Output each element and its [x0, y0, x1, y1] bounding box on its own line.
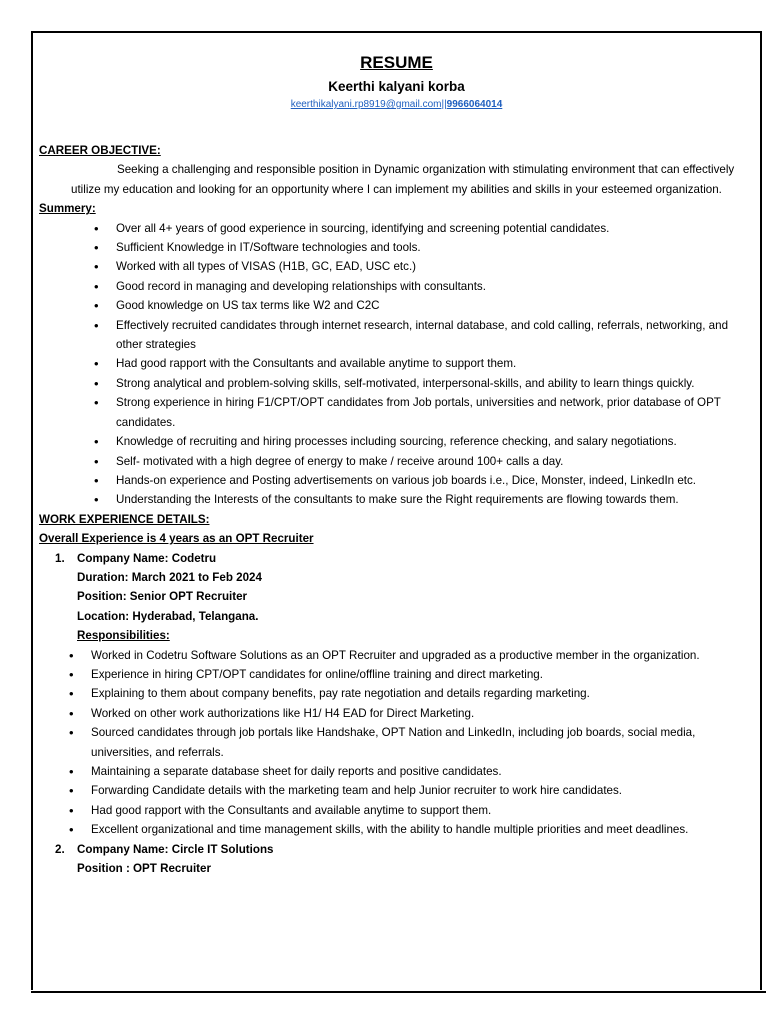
list-item: • Worked in Codetru Software Solutions as an OPT Recruiter and upgraded as a productive member in the organization.: [91, 646, 752, 665]
company-1: [39, 549, 752, 646]
list-item: • Worked with all types of VISAS (H1B, GC, EAD, USC etc.): [116, 257, 752, 276]
document-title: RESUME: [360, 53, 433, 72]
company-position: Position: Senior OPT Recruiter: [77, 590, 248, 604]
company-name: Company Name: Codetru: [77, 551, 217, 565]
company-duration: Duration: March 2021 to Feb 2024: [77, 570, 262, 584]
list-item: • Effectively recruited candidates through internet research, internal database, and cold calling, referrals, networking, and other strategies: [116, 316, 752, 355]
work-experience-heading: WORK EXPERIENCE DETAILS:: [39, 512, 210, 526]
summary-heading: Summery:: [39, 202, 96, 216]
responsibilities-list: [39, 646, 752, 840]
list-item: • Self- motivated with a high degree of energy to make / receive around 100+ calls a day.: [116, 452, 752, 471]
list-item: • Understanding the Interests of the consultants to make sure the Right requirements are flowing towards them.: [116, 490, 752, 509]
list-item: • Maintaining a separate database sheet for daily reports and positive candidates.: [91, 762, 752, 781]
company-position: Position : OPT Recruiter: [77, 862, 211, 876]
list-item: • Sourced candidates through job portals like Handshake, OPT Nation and LinkedIn, including job boards, social media, universities, and referrals.: [91, 723, 752, 762]
company-number: 1.: [55, 551, 65, 565]
list-item: • Excellent organizational and time management skills, with the ability to handle multiple priorities and meet deadlines.: [91, 820, 752, 839]
company-2: [39, 840, 752, 879]
responsibilities-heading: Responsibilities:: [77, 629, 170, 643]
candidate-name: Keerthi kalyani korba: [328, 79, 465, 94]
contact-separator: ||: [441, 99, 447, 110]
email-link[interactable]: keerthikalyani.rp8919@gmail.com: [290, 99, 442, 110]
list-item: • Over all 4+ years of good experience in sourcing, identifying and screening potential candidates.: [116, 219, 752, 238]
list-item: • Hands-on experience and Posting advertisements on various job boards i.e., Dice, Monster, indeed, LinkedIn etc.: [116, 471, 752, 490]
list-item: • Explaining to them about company benefits, pay rate negotiation and details regarding marketing.: [91, 684, 752, 703]
summary-list: [39, 219, 752, 510]
list-item: • Forwarding Candidate details with the marketing team and help Junior recruiter to work hire candidates.: [91, 781, 752, 800]
career-objective-heading: CAREER OBJECTIVE:: [39, 144, 161, 157]
overall-experience-heading: Overall Experience is 4 years as an OPT Recruiter: [39, 532, 314, 546]
list-item: • Had good rapport with the Consultants and available anytime to support them.: [116, 354, 752, 373]
company-number: 2.: [55, 842, 65, 856]
list-item: • Strong analytical and problem-solving skills, self-motivated, interpersonal-skills, and ability to learn things quickly.: [116, 374, 752, 393]
company-location: Location: Hyderabad, Telangana.: [77, 609, 259, 623]
company-name: Company Name: Circle IT Solutions: [77, 842, 274, 856]
list-item: • Strong experience in hiring F1/CPT/OPT candidates from Job portals, universities and network, prior database of OPT candidates.: [116, 393, 752, 432]
list-item: • Good record in managing and developing relationships with consultants.: [116, 277, 752, 296]
phone-link[interactable]: 9966064014: [446, 99, 503, 110]
resume-body: [39, 141, 752, 878]
list-item: • Worked on other work authorizations like H1/ H4 EAD for Direct Marketing.: [91, 704, 752, 723]
page-bottom-border: [31, 991, 766, 993]
resume-page: [31, 31, 762, 990]
list-item: • Had good rapport with the Consultants and available anytime to support them.: [91, 801, 752, 820]
list-item: • Knowledge of recruiting and hiring processes including sourcing, reference checking, and salary negotiations.: [116, 432, 752, 451]
contact-line: [33, 98, 760, 112]
list-item: • Good knowledge on US tax terms like W2 and C2C: [116, 296, 752, 315]
resume-header: [33, 51, 760, 112]
list-item: • Experience in hiring CPT/OPT candidates for online/offline training and direct marketing.: [91, 665, 752, 684]
career-objective-text: Seeking a challenging and responsible position in Dynamic organization with stimulating environment that can effectively utilize my education and looking for an opportunity where I can implement my abilities and skills in your esteemed organization.: [71, 163, 735, 196]
list-item: • Sufficient Knowledge in IT/Software technologies and tools.: [116, 238, 752, 257]
